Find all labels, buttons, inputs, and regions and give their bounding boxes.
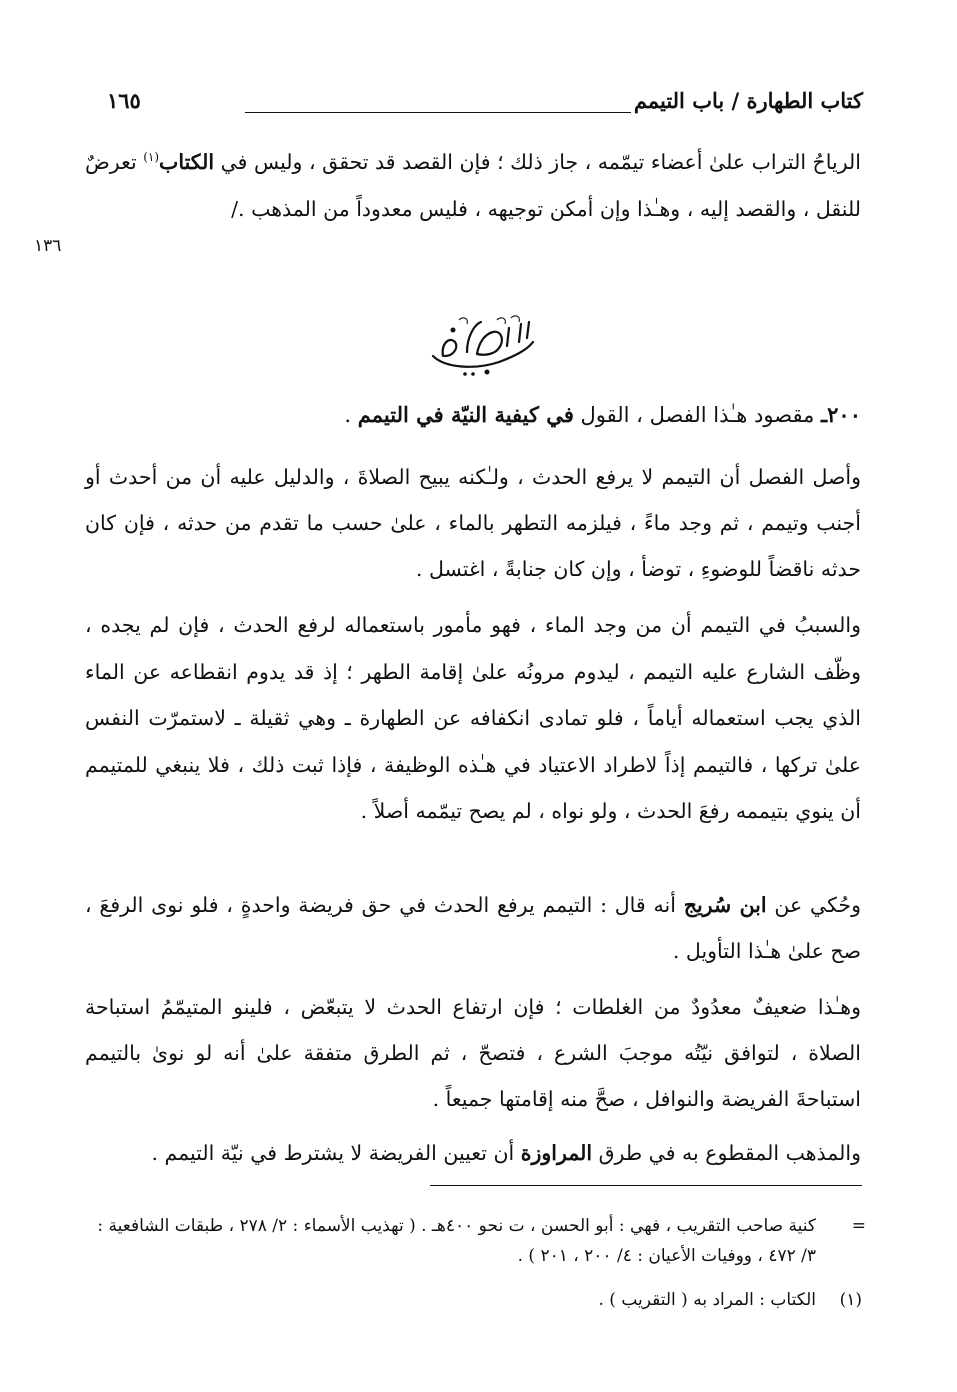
footnote-rule <box>430 1185 862 1186</box>
paragraph-3-text-2: أنه قال : التيمم يرفع الحدث في حق فريضة واحدةٍ ، فلو نوى الرفعَ ، صح علىٰ هـٰذا التأويل . <box>85 893 861 963</box>
paragraph-5-bold: المراوزة <box>520 1141 593 1165</box>
footnote-1-text: الكتاب : المراد به ( التقريب ) . <box>598 1290 816 1310</box>
top-paragraph <box>85 134 861 233</box>
paragraph-4: وهـٰذا ضعيفٌ معدُودٌ من الغلطات ؛ فإن ارتفاع الحدث لا يتبعّض ، فلينو المتيمّمُ استباحة الصلاة ، لتوافق نيّتُه موجبَ الشرع ، فتصحّ ، ثم الطرق متفقة علىٰ أنه لو نوىٰ بالتيمم استباحةَ الفريضة والنوافل ، صحَّ منه إقامتها جميعاً . <box>85 995 861 1111</box>
footnote-continuation <box>90 1211 866 1271</box>
paragraph-5-text-1: والمذهب المقطوع به في طرق <box>592 1141 861 1165</box>
section-heading-bold: في كيفية النيّة في التيمم <box>357 402 574 427</box>
header-rule <box>245 112 631 113</box>
paragraph-2: والسببُ في التيمم أن من وجد الماء ، فهو مأمور باستعماله لرفع الحدث ، فإن لم يجده ، وظّف الشارع عليه التيمم ، ليدوم مرونُه علىٰ إقامة الطهر ؛ إذ قد يدوم انقطاعه عن الماء الذي يجب استعماله أياماً ، فلو تمادى انكفافه عن الطهارة ـ وهي ثقيلة ـ لاستمرّت النفس علىٰ تركها ، فالتيمم إذاً لاطراد الاعتياد في هـٰذه الوظيفة ، فإذا ثبت ذلك ، فلا ينبغي للمتيمم أن ينوي بتيممه رفعَ الحدث ، ولو نواه ، لم يصح تيمّمه أصلاً . <box>85 613 861 823</box>
footnote-continuation-text: كنية صاحب التقريب ، فهي : أبو الحسن ، ت نحو ٤٠٠هـ . ( تهذيب الأسماء : ٢/ ٢٧٨ ، طبقات الشافعية : ٣/ ٤٧٢ ، ووفيات الأعيان : ٤/ ٢٠٠ ، ٢٠١ ) . <box>97 1216 816 1266</box>
margin-manuscript-number: ١٣٦ <box>34 236 62 256</box>
paragraph-1: وأصل الفصل أن التيمم لا يرفع الحدث ، ولـٰكنه يبيح الصلاةَ ، والدليل عليه أن من أحدث أو أجنب وتيمم ، ثم وجد ماءً ، فيلزمه التطهر بالماء ، علىٰ حسب ما تقدم من حدثه ، فإن كان حدثه ناقضاً للوضوءِ ، توضأ ، وإن كان جنابةً ، اغتسل . <box>85 465 861 581</box>
section-heading <box>344 402 861 427</box>
top-paragraph-text-2: تعرضٌ للنقل ، والقصد إليه ، وهـٰذا وإن أمكن توجيهه ، فليس معدوداً من المذهب ./ <box>85 149 861 221</box>
section-number: ٢٠٠ـ <box>821 402 861 427</box>
section-heading-text: مقصود هـٰذا الفصل ، القول <box>573 403 821 427</box>
footnote-1 <box>90 1285 862 1315</box>
footnote-1-number: (١) <box>839 1290 862 1310</box>
paragraph-3-text-1: وحُكي عن <box>766 893 861 917</box>
top-paragraph-bold: الكتاب <box>159 149 215 174</box>
page-number: ١٦٥ <box>107 88 141 113</box>
paragraph-5-text-2: أن تعيين الفريضة لا يشترط في نيّة التيمم . <box>151 1141 521 1165</box>
fasl-ornament-icon <box>415 312 545 380</box>
paragraph-3 <box>85 882 861 974</box>
section-heading-end: . <box>344 403 358 427</box>
paragraph-5 <box>85 1130 861 1176</box>
top-paragraph-text-1: الرياحُ التراب علىٰ أعضاء تيمّمه ، جاز ذلك ؛ فإن القصد قد تحقق ، وليس في <box>220 149 861 174</box>
running-header <box>95 86 863 126</box>
footnote-ref-1[interactable]: (١) <box>143 150 160 164</box>
header-title: كتاب الطهارة / باب التيمم <box>633 88 863 113</box>
paragraph-3-bold: ابن سُريج <box>683 893 767 917</box>
footnote-continuation-marker: = <box>851 1216 866 1236</box>
